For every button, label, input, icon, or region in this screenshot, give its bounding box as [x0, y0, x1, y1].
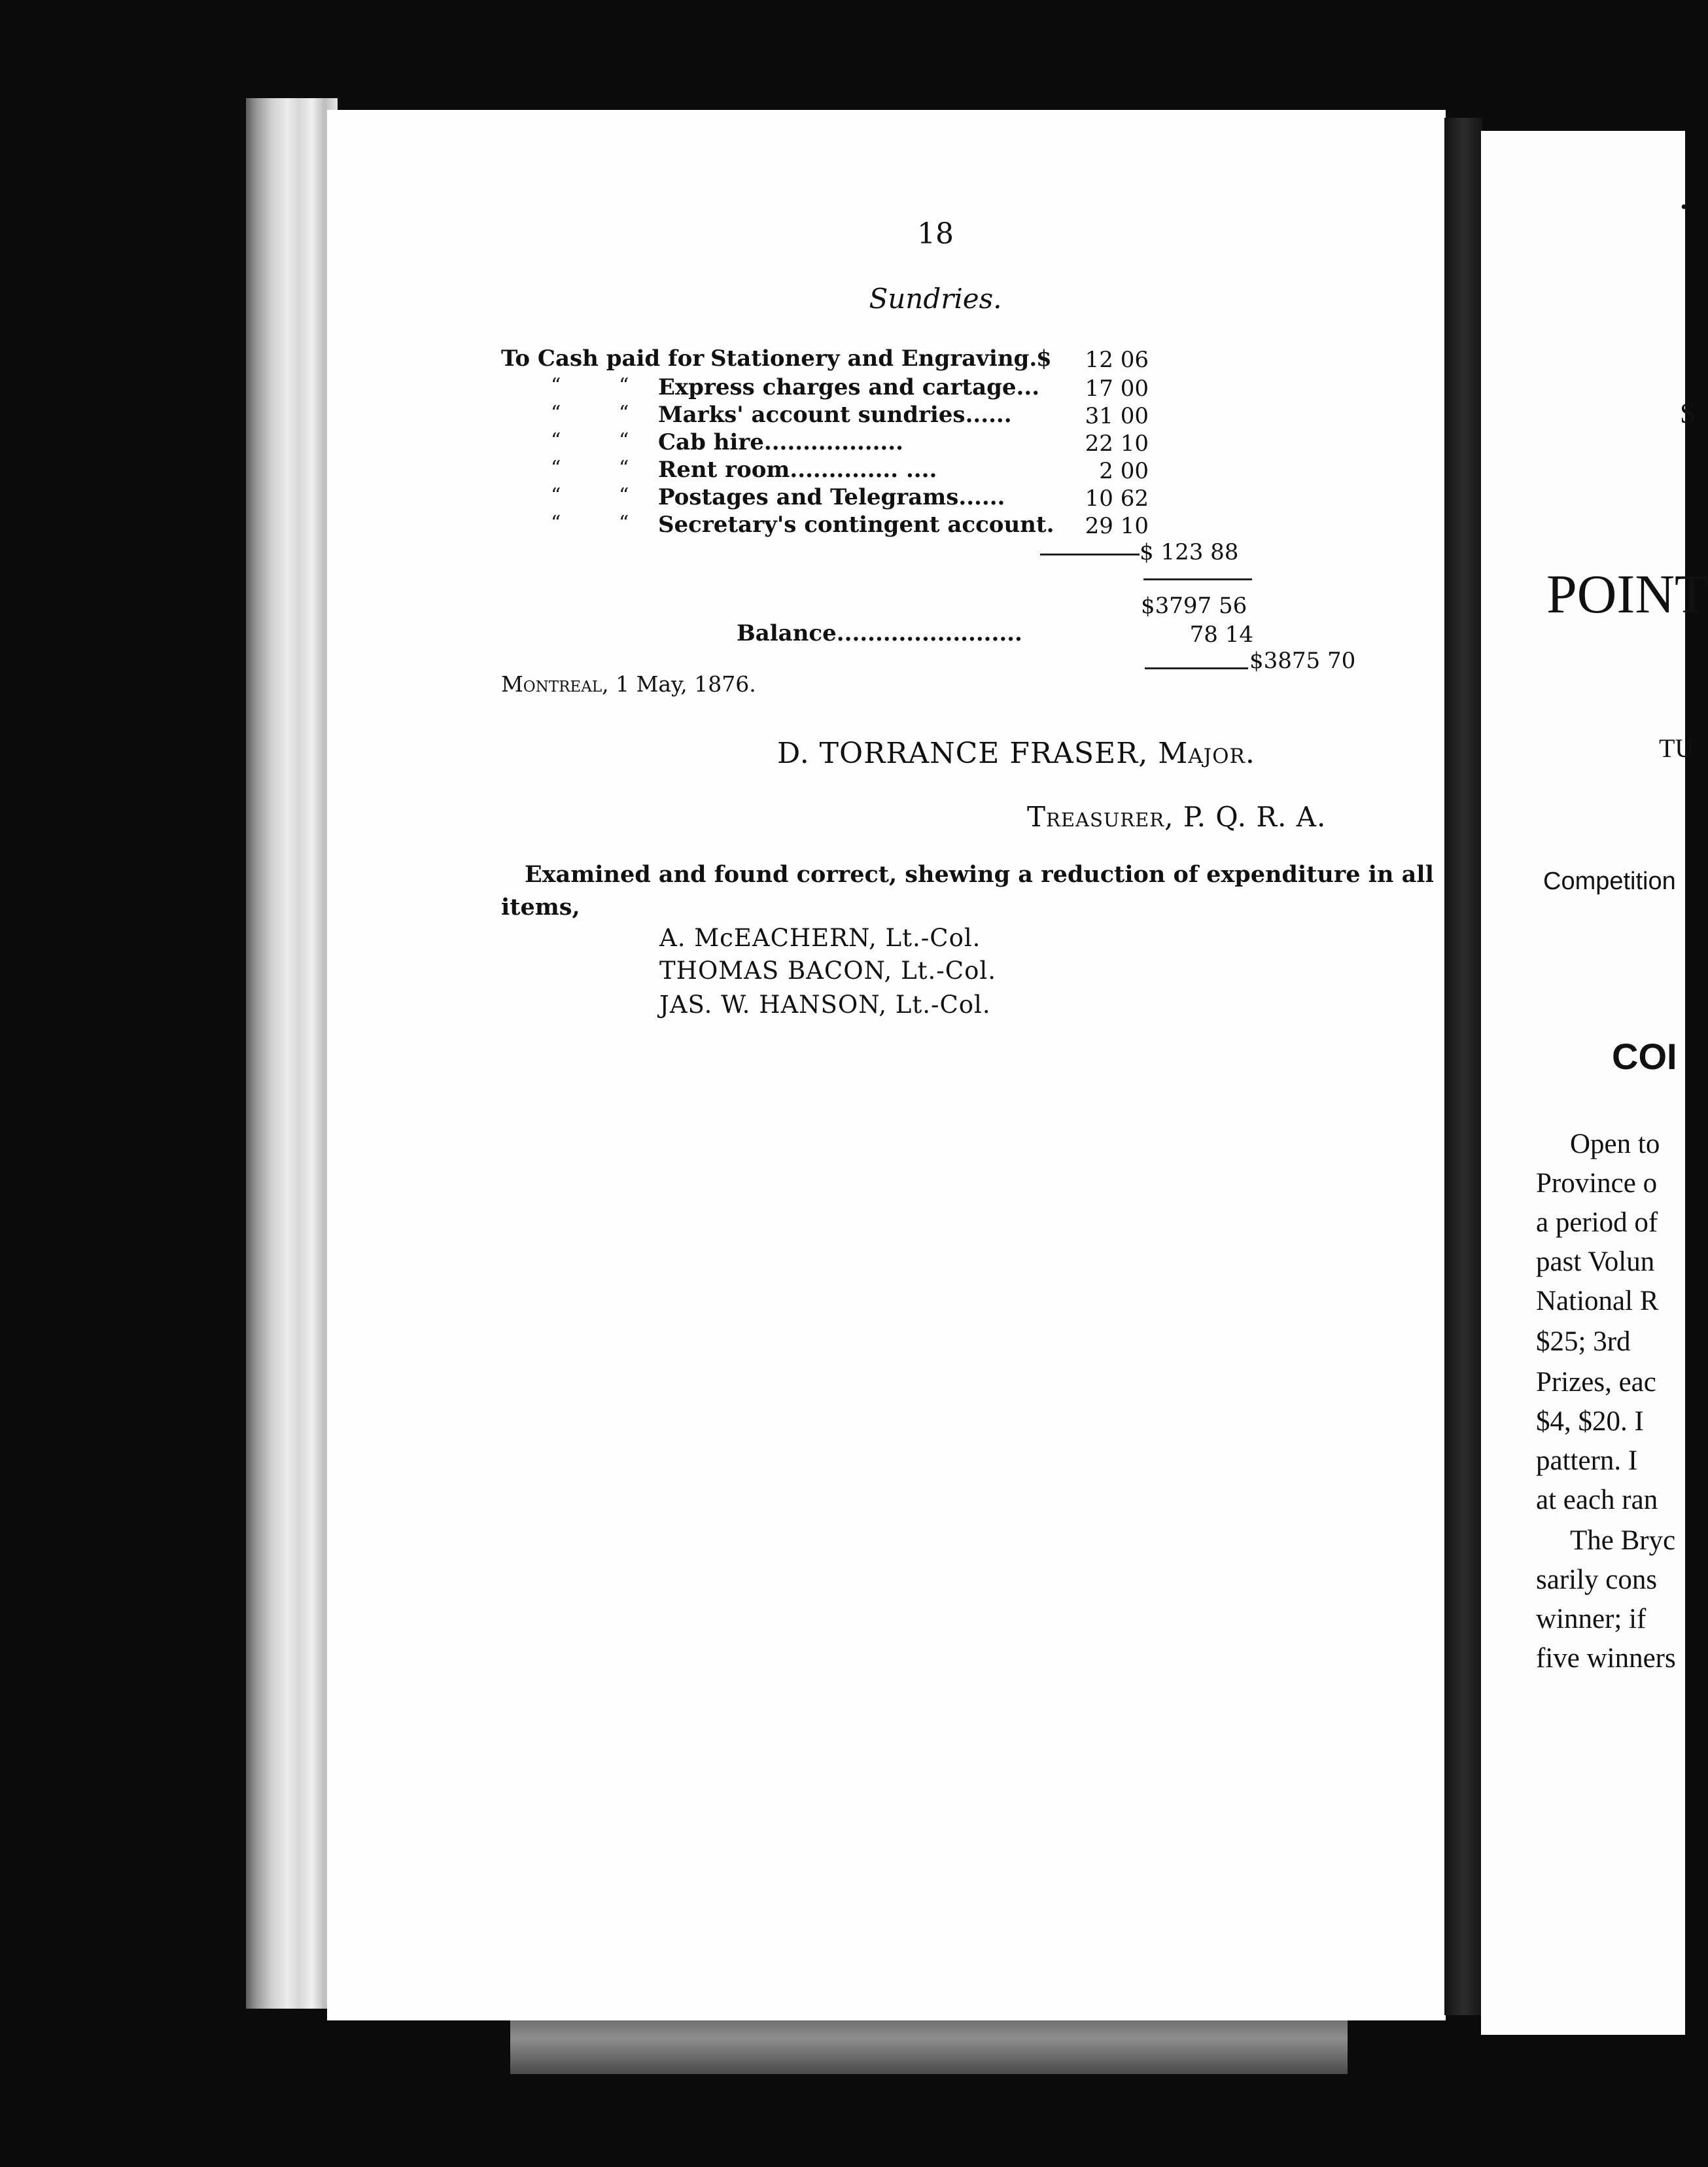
signature-title: Treasurer, [1027, 801, 1174, 833]
right-body-line: at each ran [1536, 1485, 1658, 1515]
ditto-mark: “ [619, 429, 629, 452]
item-label: Cab hire.................. [658, 429, 903, 455]
item-label: Postages and Telegrams...... [658, 484, 1005, 510]
ditto-mark: “ [619, 457, 629, 480]
ditto-mark: “ [551, 457, 561, 480]
ditto-mark: “ [619, 402, 629, 425]
ditto-mark: “ [619, 374, 629, 397]
signature-org: P. Q. R. A. [1183, 801, 1327, 833]
dollar-sign: $ [1036, 345, 1052, 372]
item-label: Secretary's contingent account. [658, 512, 1054, 538]
item-amount: 17 00 [1085, 376, 1149, 402]
page-number: 18 [917, 217, 954, 251]
ditto-mark: “ [551, 374, 561, 397]
right-page-crop [1481, 131, 1708, 2035]
right-body-line: five winners [1536, 1643, 1676, 1674]
item-label: Rent room.............. .... [658, 457, 937, 483]
right-fragment-tu: TU [1659, 733, 1694, 763]
ditto-mark: “ [619, 512, 629, 535]
signature-line [777, 737, 1255, 770]
item-amount: 10 62 [1085, 485, 1149, 512]
right-body-line: a period of [1536, 1207, 1658, 1238]
final-total: $3875 70 [1249, 648, 1356, 674]
audit-statement-cont: items, [501, 894, 580, 921]
right-title-fragment: POINT [1546, 564, 1708, 625]
auditor-signature: A. McEACHERN, Lt.-Col. [659, 924, 981, 952]
item-label: Stationery and Engraving. [710, 345, 1037, 372]
stray-mark: • [1681, 196, 1688, 218]
right-body-line: Prizes, eac [1536, 1367, 1656, 1398]
ditto-mark: “ [619, 484, 629, 507]
right-fragment-s: S [1680, 397, 1696, 429]
page-bottom-shadow [510, 2015, 1348, 2074]
right-heading-fragment: COI [1612, 1036, 1677, 1077]
date-rest: , 1 May, 1876. [602, 671, 756, 697]
book-gutter [1444, 118, 1482, 2015]
right-body-line: $4, $20. I [1536, 1406, 1644, 1437]
right-body-line: Open to [1570, 1129, 1660, 1159]
right-fragment-competition: Competition [1543, 868, 1676, 895]
balance-amount: 78 14 [1189, 622, 1253, 648]
final-lead-rule [1145, 667, 1248, 669]
right-body-line: past Volun [1536, 1246, 1655, 1277]
grand-subtotal: $3797 56 [1141, 593, 1247, 619]
account-intro: To Cash paid for [501, 345, 705, 372]
sundries-total: $ 123 88 [1140, 539, 1239, 565]
signature-name: D. TORRANCE FRASER, [777, 737, 1149, 770]
ditto-mark: “ [551, 512, 561, 535]
right-body-line: The Bryc [1570, 1525, 1676, 1556]
ditto-mark: “ [551, 402, 561, 425]
item-label: Express charges and cartage... [658, 374, 1040, 400]
date-line [501, 671, 756, 697]
item-amount: 2 00 [1099, 458, 1149, 484]
total-lead-rule [1040, 554, 1140, 555]
item-amount: 12 06 [1085, 347, 1149, 373]
subtotal-rule [1143, 578, 1252, 580]
right-body-line: pattern. I [1536, 1445, 1638, 1476]
right-body-line: National R [1536, 1286, 1659, 1316]
date-place: Montreal [501, 671, 602, 697]
right-body-line: sarily cons [1536, 1564, 1658, 1595]
right-body-line: winner; if [1536, 1604, 1647, 1634]
ditto-mark: “ [551, 484, 561, 507]
auditor-signature: JAS. W. HANSON, Lt.-Col. [659, 991, 991, 1019]
item-label: Marks' account sundries...... [658, 402, 1012, 428]
signature-title-line [1027, 801, 1326, 833]
ditto-mark: “ [551, 429, 561, 452]
item-amount: 31 00 [1085, 403, 1149, 429]
right-body-line: Province o [1536, 1168, 1658, 1199]
signature-rank: Major. [1158, 737, 1255, 770]
item-amount: 29 10 [1085, 513, 1149, 539]
item-amount: 22 10 [1085, 431, 1149, 457]
audit-statement: Examined and found correct, shewing a reduction of expenditure in all [525, 861, 1434, 888]
balance-label: Balance........................ [737, 620, 1022, 646]
page-edge-stack [246, 98, 338, 2009]
auditor-signature: THOMAS BACON, Lt.-Col. [659, 957, 996, 985]
right-body-line: $25; 3rd [1536, 1326, 1631, 1357]
section-title: Sundries. [869, 283, 1002, 315]
